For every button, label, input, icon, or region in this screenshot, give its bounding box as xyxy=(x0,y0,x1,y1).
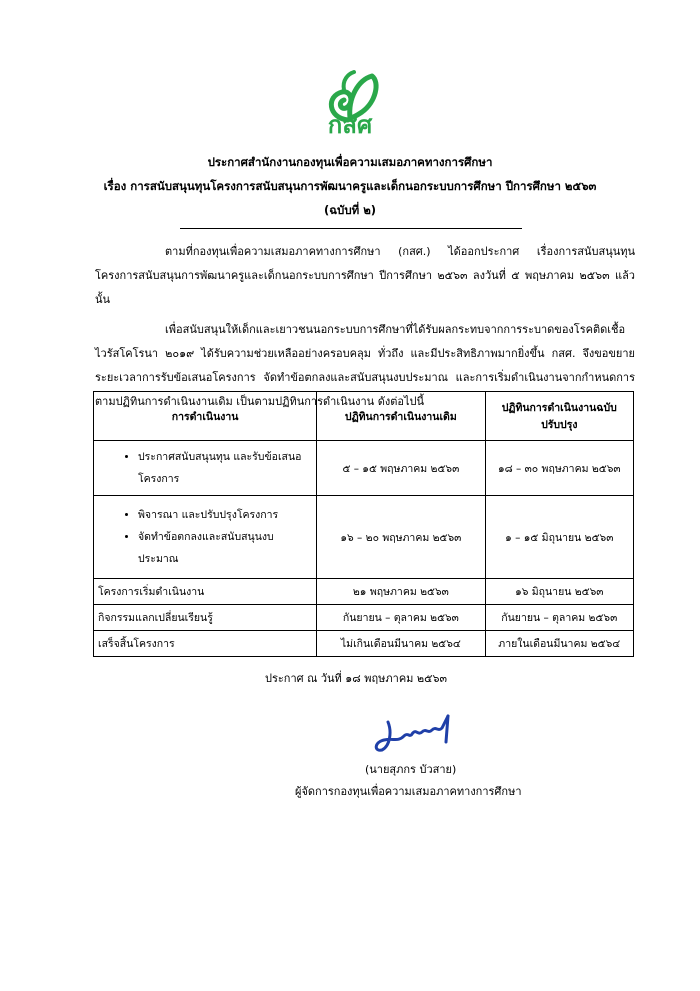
logo-text: กสศ xyxy=(327,111,373,139)
revised-date-cell: กันยายน – ตุลาคม ๒๕๖๓ xyxy=(485,605,633,631)
table-row xyxy=(94,579,634,605)
revised-date-cell: ภายในเดือนมีนาคม ๒๕๖๔ xyxy=(485,631,633,657)
original-date-cell: กันยายน – ตุลาคม ๒๕๖๓ xyxy=(317,605,485,631)
title-divider xyxy=(180,228,522,229)
activity-cell xyxy=(94,496,317,579)
schedule-table xyxy=(93,391,634,657)
activity-cell: โครงการเริ่มดำเนินงาน xyxy=(94,579,317,605)
revised-date-cell: ๑ – ๑๕ มิถุนายน ๒๕๖๓ xyxy=(485,496,633,579)
paragraph-1 xyxy=(95,240,635,312)
table-row xyxy=(94,441,634,496)
title-line-2: เรื่อง การสนับสนุนทุนโครงการสนับสนุนการพัฒนาครูและเด็กนอกระบบการศึกษา ปีการศึกษา ๒๕๖๓ xyxy=(103,179,597,193)
header-revised: ปฏิทินการดำเนินงานฉบับปรับปรุง xyxy=(485,392,633,441)
paragraph-2-text: เพื่อสนับสนุนให้เด็กและเยาวชนนอกระบบการศึกษาที่ได้รับผลกระทบจากการระบาดของโรคติดเชื้อไวรัสโคโรนา ๒๐๑๙ ได้รับความช่วยเหลืออย่างครอบคลุม ทั่วถึง และมีประสิทธิภาพมากยิ่งขึ้น กสศ. จึงขอขยายระยะเวลาการรับข้อเสนอโครงการ จัดทำข้อตกลงและสนับสนุนงบประมาณ และการเริ่มดำเนินงานจากกำหนดการตามปฏิทินการดำเนินงานเดิม เป็นตามปฏิทินการดำเนินงาน ดังต่อไปนี้ xyxy=(95,323,635,408)
title-line-1: ประกาศสำนักงานกองทุนเพื่อความเสมอภาคทางการศึกษา xyxy=(207,155,493,169)
activity-item: • พิจารณา และปรับปรุงโครงการ xyxy=(138,504,312,526)
header-activity: การดำเนินงาน xyxy=(94,392,317,441)
table-header-row xyxy=(94,392,634,441)
revised-date-cell: ๑๘ – ๓๐ พฤษภาคม ๒๕๖๓ xyxy=(485,441,633,496)
paragraph-1-text: ตามที่กองทุนเพื่อความเสมอภาคทางการศึกษา (กสศ.) ได้ออกประกาศ เรื่องการสนับสนุนทุนโครงการสนับสนุนการพัฒนาครูและเด็กนอกระบบการศึกษา ปีการศึกษา ๒๕๖๓ ลงวันที่ ๕ พฤษภาคม ๒๕๖๓ แล้วนั้น xyxy=(95,245,635,306)
activity-cell: เสร็จสิ้นโครงการ xyxy=(94,631,317,657)
original-date-cell: ๑๖ – ๒๐ พฤษภาคม ๒๕๖๓ xyxy=(317,496,485,579)
activity-item: • ประกาศสนับสนุนทุน และรับข้อเสนอโครงการ xyxy=(138,446,312,490)
revised-date-cell: ๑๖ มิถุนายน ๒๕๖๓ xyxy=(485,579,633,605)
activity-item: • จัดทำข้อตกลงและสนับสนุนงบประมาณ xyxy=(138,526,312,570)
signature-icon xyxy=(368,712,458,757)
header-original: ปฏิทินการดำเนินงานเดิม xyxy=(317,392,485,441)
activity-cell: กิจกรรมแลกเปลี่ยนเรียนรู้ xyxy=(94,605,317,631)
original-date-cell: ๒๑ พฤษภาคม ๒๕๖๓ xyxy=(317,579,485,605)
table-row xyxy=(94,496,634,579)
table-row xyxy=(94,631,634,657)
activity-cell xyxy=(94,441,317,496)
table-row xyxy=(94,605,634,631)
signer-position: ผู้จัดการกองทุนเพื่อความเสมอภาคทางการศึกษา xyxy=(295,785,522,798)
announce-date: ประกาศ ณ วันที่ ๑๘ พฤษภาคม ๒๕๖๓ xyxy=(265,672,447,685)
original-date-cell: ๕ – ๑๕ พฤษภาคม ๒๕๖๓ xyxy=(317,441,485,496)
original-date-cell: ไม่เกินเดือนมีนาคม ๒๕๖๔ xyxy=(317,631,485,657)
title-line-3: (ฉบับที่ ๒) xyxy=(323,203,377,217)
signer-name: (นายสุภกร บัวสาย) xyxy=(365,763,457,776)
